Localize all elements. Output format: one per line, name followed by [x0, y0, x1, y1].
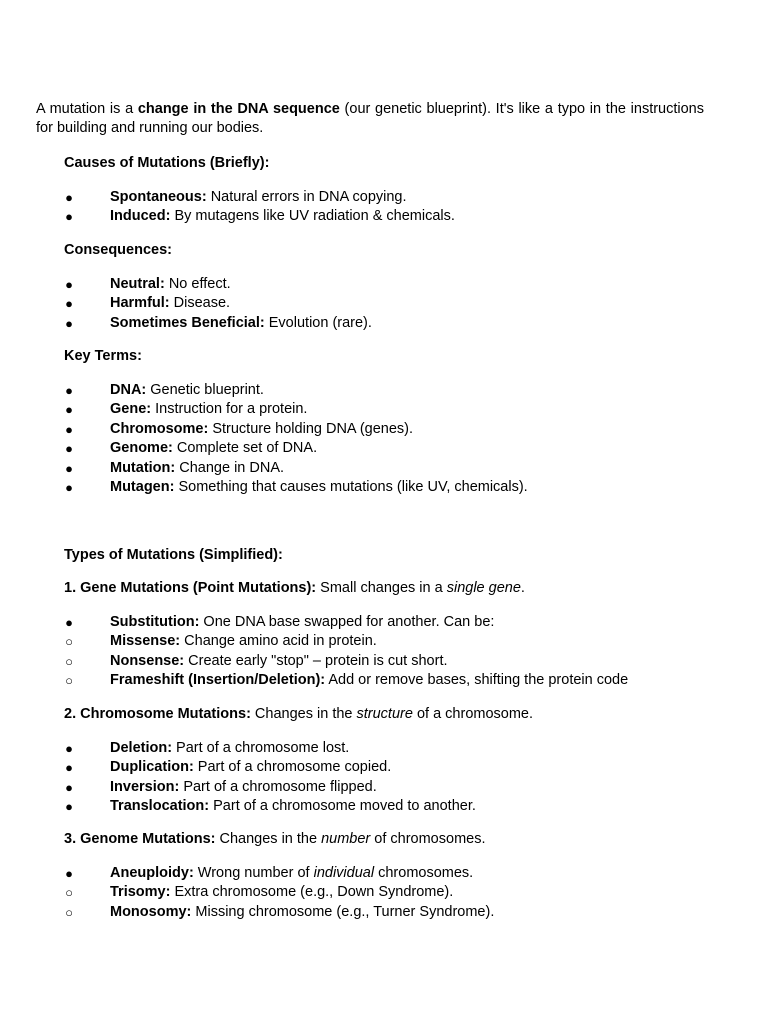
hollow-bullet-icon	[62, 632, 76, 651]
bullet-icon	[62, 778, 76, 797]
hollow-bullet-icon	[62, 652, 76, 671]
hollow-bullet-icon	[62, 671, 76, 690]
chromosome-mutations-subheading: 2. Chromosome Mutations: Changes in the structure of a chromosome.	[64, 706, 534, 722]
hollow-bullet-icon	[62, 883, 76, 902]
causes-heading: Causes of Mutations (Briefly):	[64, 155, 270, 171]
bullet-icon	[62, 420, 76, 439]
bullet-icon	[62, 439, 76, 458]
consequences-heading: Consequences:	[64, 242, 172, 258]
bullet-icon	[62, 739, 76, 758]
types-heading: Types of Mutations (Simplified):	[64, 547, 283, 563]
intro-paragraph: A mutation is a change in the DNA sequence (our genetic blueprint). It's like a typo in the instructions for building and running our bodies.	[36, 101, 704, 137]
bullet-icon	[62, 381, 76, 400]
document-page: A mutation is a change in the DNA sequence (our genetic blueprint). It's like a typo in the instructions for building and running our bodies. Causes of Mutations (Briefly): ● Spontaneous: Natural errors in DNA copying. ● Induced: By mutagens like UV radiation & chemicals. Consequences: ● Neutral: No effect. ● Harmful: Disease. ● Sometimes Beneficial: Evolution (rare). Key Terms: ● DNA: Genetic blueprint. ● Gene: Instruction for a protein. ● Chromosome: Structure holding DNA (genes). ● Genome: Complete set of DNA. ● Mutation: Change in DNA. ● Mutagen: Something that causes mutations (like UV, chemicals). Types of Mutations (Simplified): 1. Gene Mutations (Point Mutations): Small changes in a single gene. ● Substitution: One DNA base swapped for another. Can be: ○ Missense: Change amino acid in protein. ○ Nonsense: Create early "stop" – protein is cut short. ○ Frameshift (Insertion/Deletion): Add or remove bases, shifting the protein code 2. Chromosome Mutations: Changes in the structure of a chromosome. ● Deletion: Part of a chromosome lost. ● Duplication: Part of a chromosome copied. ● Inversion: Part of a chromosome flipped. ● Translocation: Part of a chromosome moved to another. 3. Genome Mutations: Changes in the number of chromosomes. ● Aneuploidy: Wrong number of individual chromosomes. ○ Trisomy: Extra chromosome (e.g., Down Syndrome). ○ Monosomy: Missing chromosome (e.g., Turner Syndrome).	[0, 0, 768, 1024]
bullet-icon	[62, 207, 76, 226]
bullet-icon	[62, 275, 76, 294]
bullet-icon	[62, 613, 76, 632]
intro-bold: change in the DNA sequence	[137, 101, 340, 117]
bullet-icon	[62, 294, 76, 313]
key-terms-heading: Key Terms:	[64, 348, 142, 364]
bullet-icon	[62, 459, 76, 478]
gene-mutations-subheading: 1. Gene Mutations (Point Mutations): Small changes in a single gene.	[64, 580, 525, 596]
genome-mutations-subheading: 3. Genome Mutations: Changes in the number of chromosomes.	[64, 831, 486, 847]
bullet-icon	[62, 758, 76, 777]
hollow-bullet-icon	[62, 903, 76, 922]
bullet-icon	[62, 478, 76, 497]
bullet-icon	[62, 797, 76, 816]
bullet-icon	[62, 864, 76, 883]
bullet-icon	[62, 314, 76, 333]
bullet-icon	[62, 188, 76, 207]
bullet-icon	[62, 400, 76, 419]
